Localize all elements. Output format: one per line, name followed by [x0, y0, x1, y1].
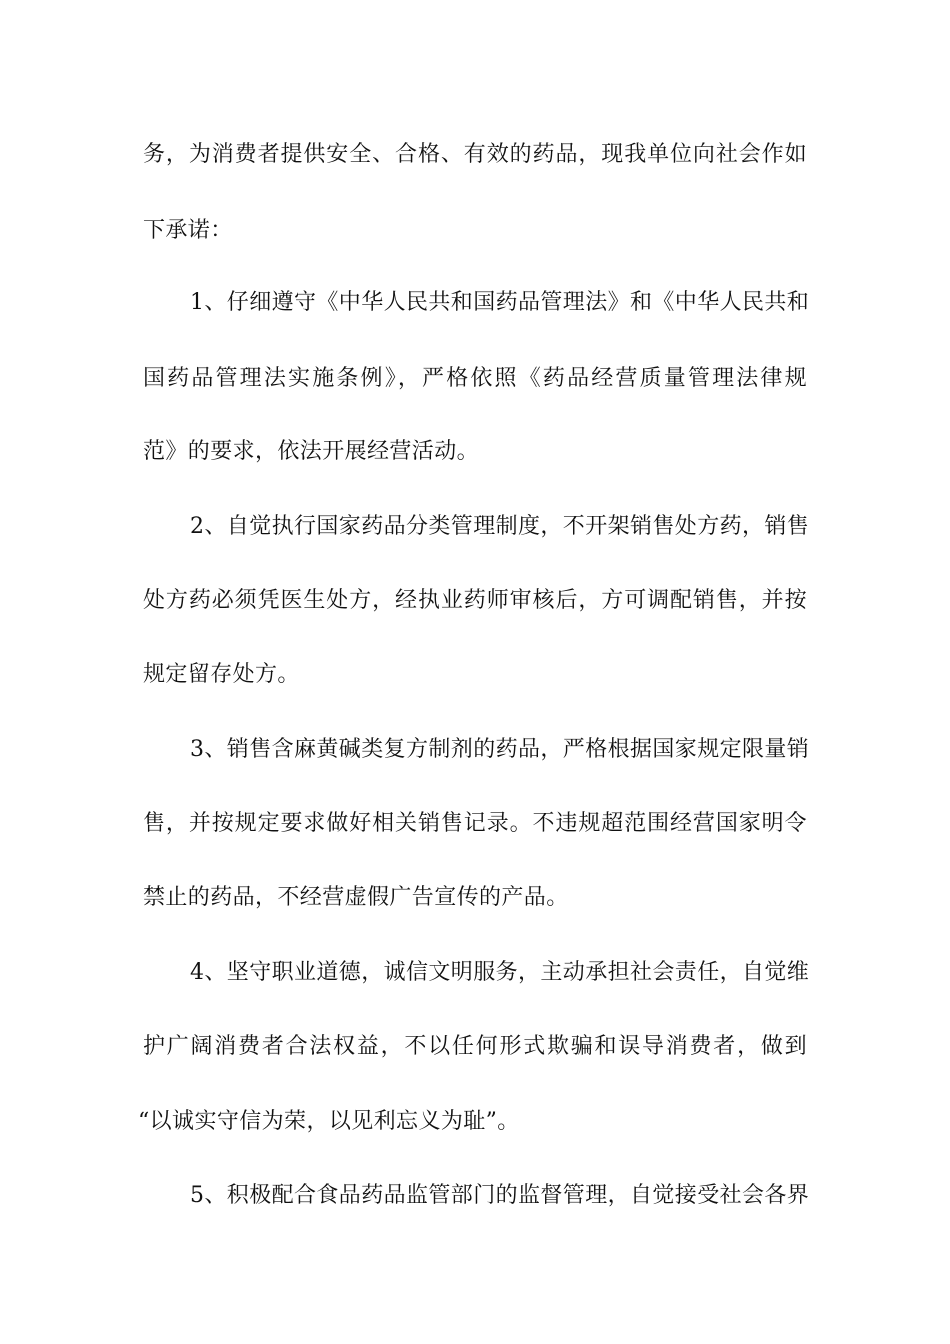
item-2-line-1: 2、自觉执行国家药品分类管理制度，不开架销售处方药，销售: [190, 514, 810, 539]
item-5-line-1: 5、积极配合食品药品监管部门的监督管理，自觉接受社会各界: [190, 1183, 810, 1208]
item-1-line-3: 范》的要求，依法开展经营活动。: [143, 439, 480, 464]
item-3-line-2: 售，并按规定要求做好相关销售记录。不违规超范围经营国家明令: [143, 811, 807, 836]
item-2-line-3: 规定留存处方。: [143, 662, 300, 687]
item-1-line-1: 1、仔细遵守《中华人民共和国药品管理法》和《中华人民共和: [190, 290, 810, 315]
item-3-line-1: 3、销售含麻黄碱类复方制剂的药品，严格根据国家规定限量销: [190, 737, 810, 762]
text-line-2: 下承诺：: [143, 218, 233, 243]
text-line-1: 务，为消费者提供安全、合格、有效的药品，现我单位向社会作如: [143, 142, 807, 167]
item-4-line-3: “以诚实守信为荣，以见利忘义为耻”。: [138, 1109, 520, 1134]
item-4-line-2: 护广阔消费者合法权益，不以任何形式欺骗和误导消费者，做到: [143, 1034, 807, 1059]
item-2-line-2: 处方药必须凭医生处方，经执业药师审核后，方可调配销售，并按: [143, 588, 807, 613]
item-1-line-2: 国药品管理法实施条例》，严格依照《药品经营质量管理法律规: [143, 366, 807, 391]
item-4-line-1: 4、坚守职业道德，诚信文明服务，主动承担社会责任，自觉维: [190, 960, 810, 985]
item-3-line-3: 禁止的药品，不经营虚假广告宣传的产品。: [143, 885, 569, 910]
